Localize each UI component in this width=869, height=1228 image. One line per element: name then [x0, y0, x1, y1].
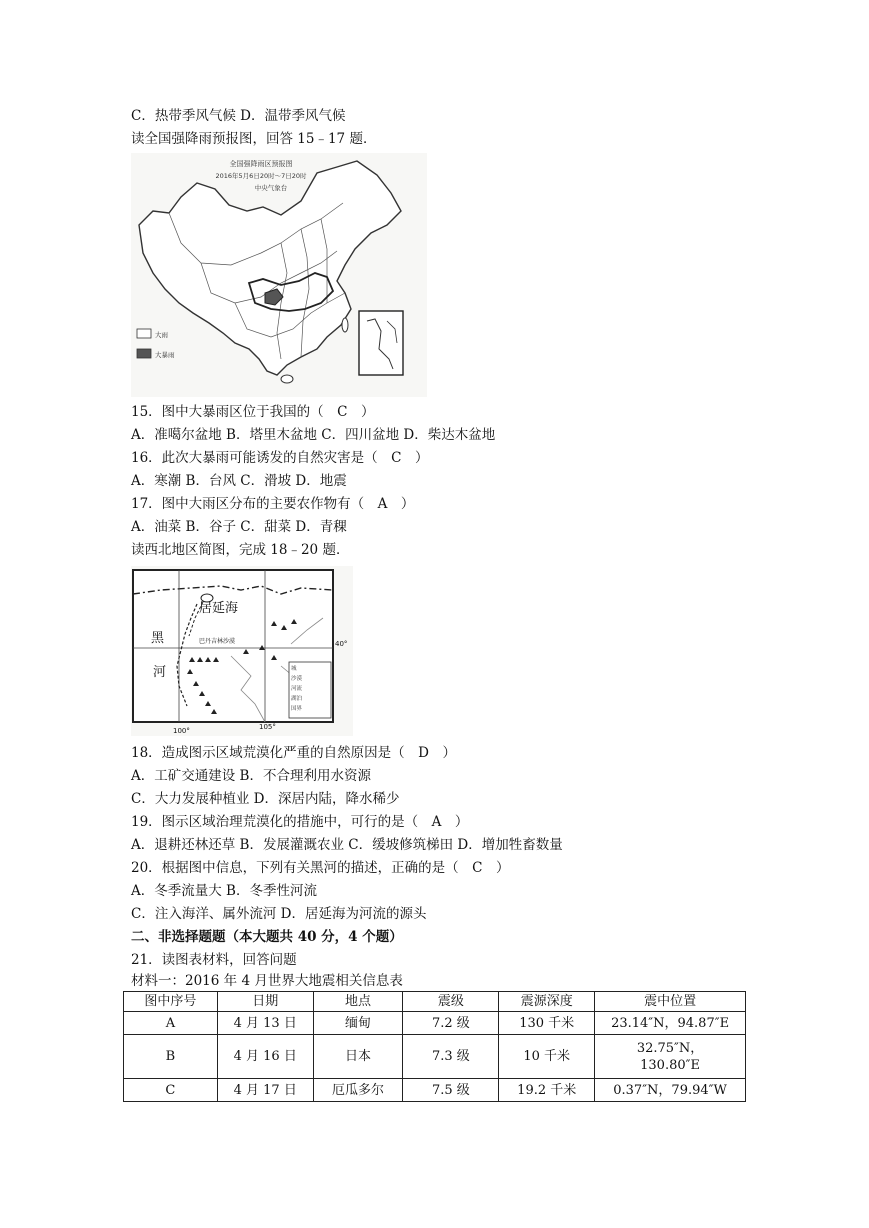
table-row: [124, 1079, 746, 1102]
china-rainfall-map: [131, 153, 427, 397]
legend-storm-label: 大暴雨: [155, 351, 175, 359]
table-cell: 0.37″N，79.94″W: [595, 1079, 746, 1102]
earthquake-table: [123, 991, 746, 1102]
table-cell: 19.2 千米: [499, 1079, 595, 1102]
question-19: 19．图示区域治理荒漠化的措施中，可行的是（ A ）: [131, 814, 469, 830]
question-16-options: A．寒潮 B．台风 C．滑坡 D．地震: [131, 473, 347, 489]
question-20: 20．根据图中信息，下列有关黑河的描述，正确的是（ C ）: [131, 860, 510, 876]
map-source: 中央气象台: [254, 184, 288, 192]
legend-item: 湖泊: [291, 696, 303, 702]
location-lat: 32.75″N，: [636, 1040, 704, 1056]
table-cell: 7.5 级: [403, 1079, 499, 1102]
question-19-options: A．退耕还林还草 B．发展灌溉农业 C．缓坡修筑梯田 D．增加牲畜数量: [131, 837, 563, 853]
table-cell: 7.2 级: [403, 1012, 499, 1035]
label-he: 河: [153, 665, 167, 680]
northwest-region-map: [131, 566, 353, 736]
table-cell: 130 千米: [499, 1012, 595, 1035]
table-header-cell: 震中位置: [595, 992, 746, 1012]
question-15-options: A．准噶尔盆地 B．塔里木盆地 C．四川盆地 D．柴达木盆地: [131, 427, 496, 443]
label-lat-40: 40°: [335, 640, 348, 648]
table-cell: 23.14″N，94.87″E: [595, 1012, 746, 1035]
table-cell: 4 月 16 日: [217, 1035, 313, 1079]
legend-item: 城: [291, 666, 297, 672]
label-badain-jaran-desert: 巴丹吉林沙漠: [199, 638, 236, 645]
table-header-cell: 地点: [313, 992, 403, 1012]
question-17-options: A．油菜 B．谷子 C．甜菜 D．青稞: [131, 519, 347, 535]
question-17: 17．图中大雨区分布的主要农作物有（ A ）: [131, 496, 415, 512]
question-21: 21．读图表材料，回答问题: [131, 952, 297, 968]
label-lon-100: 100°: [173, 727, 190, 735]
legend-item: 河流: [291, 686, 303, 692]
table-cell: 4 月 17 日: [217, 1079, 313, 1102]
legend-rain-label: 大雨: [155, 331, 168, 339]
table-header-cell: 震级: [403, 992, 499, 1012]
legend-item: 沙漠: [291, 676, 303, 682]
question-15: 15．图中大暴雨区位于我国的（ C ）: [131, 404, 375, 420]
question-18-options-b: C．大力发展种植业 D．深居内陆，降水稀少: [131, 791, 400, 807]
location-lon: 130.80″E: [640, 1057, 700, 1073]
text-line: 读西北地区简图，完成 18﹣20 题．: [131, 542, 350, 558]
table-header-cell: 图中序号: [124, 992, 218, 1012]
table-cell: C: [124, 1079, 218, 1102]
section-heading: 二、非选择题题（本大题共 40 分，4 个题）: [131, 929, 403, 945]
map-subtitle: 2016年5月6日20时～7日20时: [215, 172, 307, 180]
table-row: [124, 1035, 746, 1079]
table-cell: A: [124, 1012, 218, 1035]
table-header-cell: 日期: [217, 992, 313, 1012]
table-cell: 10 千米: [499, 1035, 595, 1079]
question-20-options-a: A．冬季流量大 B．冬季性河流: [131, 883, 317, 899]
table-header-row: [124, 992, 746, 1012]
table-header-cell: 震源深度: [499, 992, 595, 1012]
question-18: 18．造成图示区域荒漠化严重的自然原因是（ D ）: [131, 745, 457, 761]
label-hei: 黑: [151, 631, 165, 646]
question-20-options-b: C．注入海洋、属外流河 D．居延海为河流的源头: [131, 906, 427, 922]
table-cell: 4 月 13 日: [217, 1012, 313, 1035]
legend-item: 国界: [291, 706, 303, 712]
table-cell: 日本: [313, 1035, 403, 1079]
table-row: [124, 1012, 746, 1035]
map-title: 全国强降雨区预报图: [229, 160, 293, 168]
question-18-options-a: A．工矿交通建设 B．不合理利用水资源: [131, 768, 371, 784]
material-caption: 材料一：2016 年 4 月世界大地震相关信息表: [131, 973, 403, 989]
label-juyan-lake: 居延海: [199, 601, 239, 616]
table-cell: B: [124, 1035, 218, 1079]
table-cell-location: [595, 1035, 746, 1079]
text-line: 读全国强降雨预报图，回答 15﹣17 题．: [131, 131, 377, 147]
table-cell: 缅甸: [313, 1012, 403, 1035]
question-16: 16．此次大暴雨可能诱发的自然灾害是（ C ）: [131, 450, 429, 466]
table-cell: 厄瓜多尔: [313, 1079, 403, 1102]
label-lon-105: 105°: [259, 723, 276, 731]
table-cell: 7.3 级: [403, 1035, 499, 1079]
text-line: C．热带季风气候 D．温带季风气候: [131, 108, 346, 124]
